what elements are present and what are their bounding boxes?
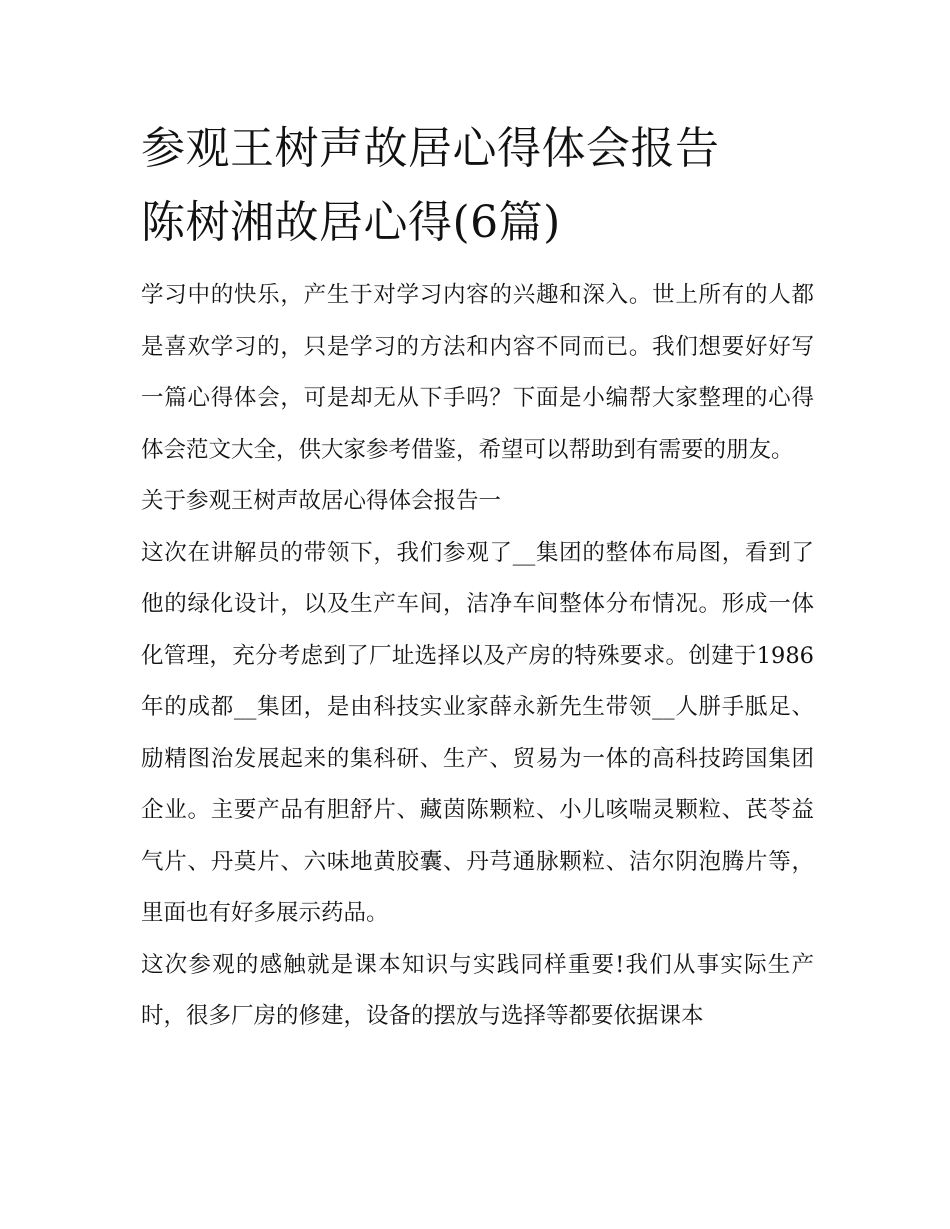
- section-paragraph-1: 这次在讲解员的带领下，我们参观了__集团的整体布局图，看到了他的绿化设计，以及生产车间，洁净车间整体分布情况。形成一体化管理，充分考虑到了厂址选择以及产房的特殊要求。创建于1986年的成都__集团，是由科技实业家薛永新先生带领__人胼手胝足、励精图治发展起来的集科研、生产、贸易为一体的高科技跨国集团企业。主要产品有胆舒片、藏茵陈颗粒、小儿咳喘灵颗粒、芪苓益气片、丹莫片、六味地黄胶囊、丹芎通脉颗粒、洁尔阴泡腾片等，里面也有好多展示药品。: [141, 539, 814, 926]
- document-body: [141, 112, 814, 1043]
- intro-paragraph: 学习中的快乐，产生于对学习内容的兴趣和深入。世上所有的人都是喜欢学习的，只是学习的方法和内容不同而已。我们想要好好写一篇心得体会，可是却无从下手吗？下面是小编帮大家整理的心得体会范文大全，供大家参考借鉴，希望可以帮助到有需要的朋友。: [141, 282, 814, 463]
- section-heading: 关于参观王树声故居心得体会报告一: [141, 488, 502, 514]
- section-paragraph-2: 这次参观的感触就是课本知识与实践同样重要!我们从事实际生产时，很多厂房的修建，设备的摆放与选择等都要依据课本: [141, 951, 814, 1029]
- document-title: [141, 112, 814, 260]
- document-title-line-1: 参观王树声故居心得体会报告: [141, 123, 720, 174]
- document-title-line-2: 陈树湘故居心得(6篇): [141, 197, 561, 248]
